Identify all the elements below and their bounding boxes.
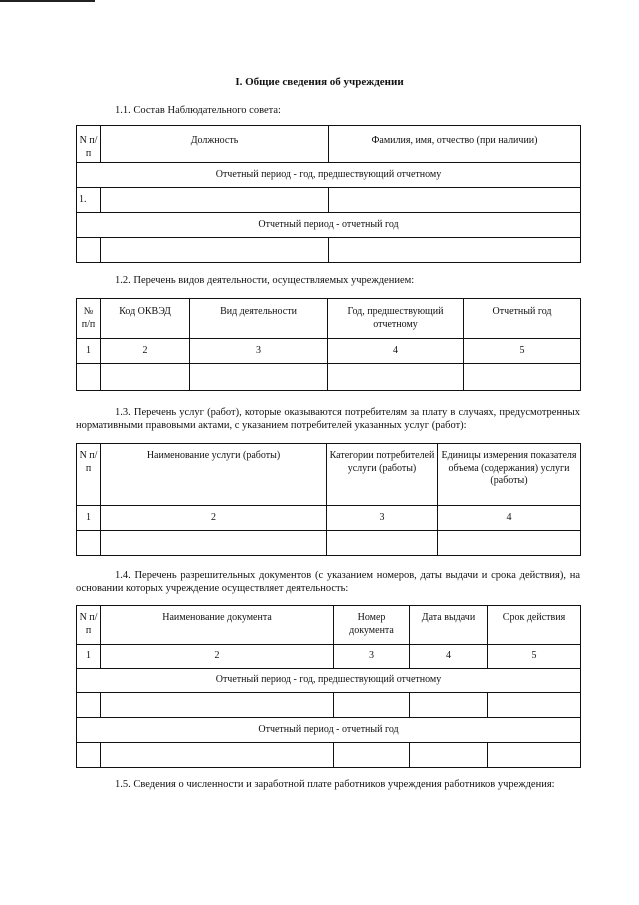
empty-cell bbox=[77, 531, 101, 556]
page-title: I. Общие сведения об учреждении bbox=[235, 76, 404, 88]
row-2-num bbox=[77, 238, 101, 263]
header-doc-name: Наименование документа bbox=[101, 606, 334, 645]
row-2-position bbox=[101, 238, 329, 263]
header-full-name: Фамилия, имя, отчество (при наличии) bbox=[329, 126, 581, 163]
row-1-position bbox=[101, 188, 329, 213]
section-1-2-heading: 1.2. Перечень видов деятельности, осуществляемых учреждением: bbox=[115, 275, 415, 286]
empty-cell bbox=[464, 364, 581, 391]
header-num: № п/п bbox=[77, 299, 101, 339]
header-prev-year: Год, предшествующий отчетному bbox=[328, 299, 464, 339]
col-number: 4 bbox=[328, 339, 464, 364]
header-doc-number: Номер документа bbox=[334, 606, 410, 645]
empty-cell bbox=[77, 743, 101, 768]
services-table bbox=[76, 443, 581, 556]
empty-cell bbox=[77, 364, 101, 391]
col-number: 2 bbox=[101, 645, 334, 669]
empty-cell bbox=[410, 743, 488, 768]
empty-cell bbox=[488, 743, 581, 768]
col-number: 1 bbox=[77, 645, 101, 669]
header-units: Единицы измерения показателя объема (содержания) услуги (работы) bbox=[438, 444, 581, 506]
header-consumer-category: Категории потребителей услуги (работы) bbox=[327, 444, 438, 506]
header-activity: Вид деятельности bbox=[190, 299, 328, 339]
empty-cell bbox=[410, 693, 488, 718]
col-number: 4 bbox=[438, 506, 581, 531]
empty-cell bbox=[334, 743, 410, 768]
empty-cell bbox=[438, 531, 581, 556]
empty-cell bbox=[328, 364, 464, 391]
col-number: 2 bbox=[101, 506, 327, 531]
col-number: 5 bbox=[464, 339, 581, 364]
empty-cell bbox=[334, 693, 410, 718]
section-1-1-heading: 1.1. Состав Наблюдательного совета: bbox=[115, 105, 281, 116]
scan-artifact-line bbox=[0, 0, 95, 2]
header-position: Должность bbox=[101, 126, 329, 163]
section-1-4-heading: 1.4. Перечень разрешительных документов (с указанием номеров, даты выдачи и срока действия), на основании которых учреждение осуществляет деятельность: bbox=[76, 570, 580, 594]
col-number: 2 bbox=[101, 339, 190, 364]
empty-cell bbox=[488, 693, 581, 718]
period-curr-row: Отчетный период - отчетный год bbox=[77, 718, 581, 743]
col-number: 1 bbox=[77, 339, 101, 364]
col-number: 3 bbox=[190, 339, 328, 364]
header-okved: Код ОКВЭД bbox=[101, 299, 190, 339]
section-1-5-heading: 1.5. Сведения о численности и заработной плате работников учреждения работников учреждения: bbox=[115, 779, 555, 790]
empty-cell bbox=[101, 743, 334, 768]
empty-cell bbox=[101, 531, 327, 556]
header-num: N п/п bbox=[77, 444, 101, 506]
header-report-year: Отчетный год bbox=[464, 299, 581, 339]
col-number: 3 bbox=[327, 506, 438, 531]
section-1-3-heading: 1.3. Перечень услуг (работ), которые оказываются потребителям за плату в случаях, предусмотренных нормативными правовыми актами, с указанием потребителей указанных услуг (работ): bbox=[76, 407, 580, 431]
col-number: 1 bbox=[77, 506, 101, 531]
empty-cell bbox=[190, 364, 328, 391]
empty-cell bbox=[327, 531, 438, 556]
col-number: 5 bbox=[488, 645, 581, 669]
header-issue-date: Дата выдачи bbox=[410, 606, 488, 645]
activities-table bbox=[76, 298, 581, 391]
header-num: N п/п bbox=[77, 126, 101, 163]
empty-cell bbox=[77, 693, 101, 718]
header-num: N п/п bbox=[77, 606, 101, 645]
row-1-num: 1. bbox=[77, 188, 101, 213]
col-number: 4 bbox=[410, 645, 488, 669]
empty-cell bbox=[101, 364, 190, 391]
period-curr-row: Отчетный период - отчетный год bbox=[77, 213, 581, 238]
permits-table bbox=[76, 605, 581, 768]
empty-cell bbox=[101, 693, 334, 718]
period-prev-row: Отчетный период - год, предшествующий отчетному bbox=[77, 163, 581, 188]
col-number: 3 bbox=[334, 645, 410, 669]
row-2-name bbox=[329, 238, 581, 263]
header-validity: Срок действия bbox=[488, 606, 581, 645]
row-1-name bbox=[329, 188, 581, 213]
supervisory-board-table bbox=[76, 125, 581, 263]
header-service-name: Наименование услуги (работы) bbox=[101, 444, 327, 506]
period-prev-row: Отчетный период - год, предшествующий отчетному bbox=[77, 669, 581, 693]
